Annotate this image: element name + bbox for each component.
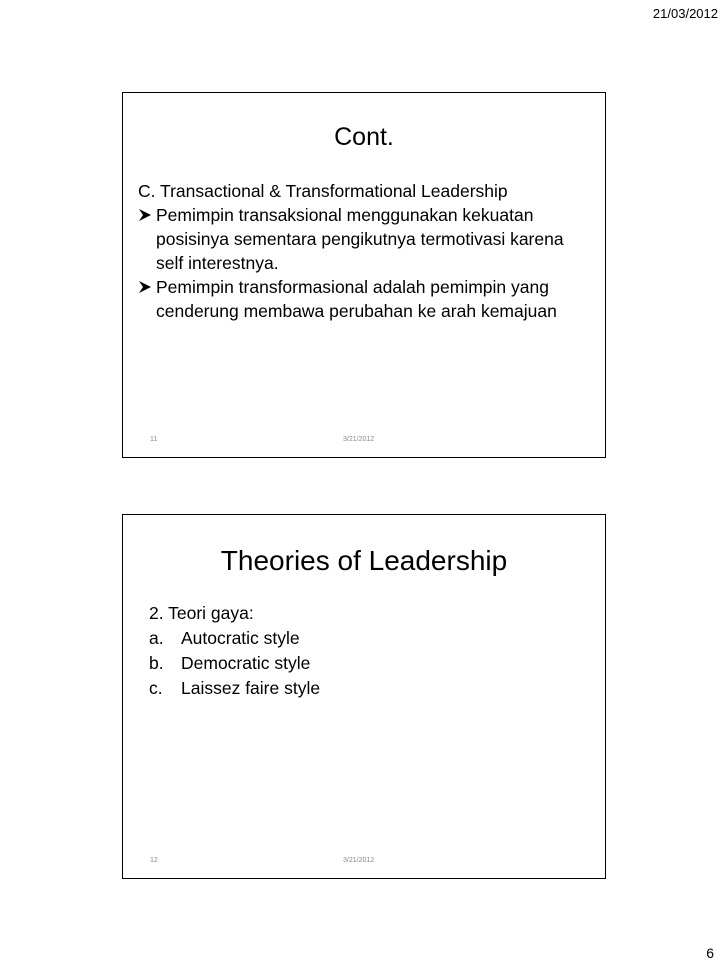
list-item-text: Laissez faire style <box>181 678 321 698</box>
list-marker: a. <box>149 628 164 648</box>
slide-footer-date: 3/21/2012 <box>343 436 375 443</box>
list-marker: b. <box>149 653 164 673</box>
slide-number: 12 <box>150 857 158 864</box>
slide-title: Cont. <box>334 123 394 151</box>
bullet-item <box>138 275 589 323</box>
slide-title: Theories of Leadership <box>220 545 508 576</box>
slide-heading: C. Transactional & Transformational Leadership <box>138 181 508 201</box>
page-number: 6 <box>706 945 714 961</box>
slide-thumbnail <box>122 92 606 458</box>
page-date: 21/03/2012 <box>652 6 718 21</box>
list-item <box>149 676 589 700</box>
arrow-bullet-icon <box>138 203 156 227</box>
list-item <box>149 626 589 650</box>
bullet-text: Pemimpin transformasional adalah pemimpin yang cenderung membawa perubahan ke arah kemajuan <box>156 277 557 321</box>
arrow-bullet-icon <box>138 275 156 299</box>
bullet-item <box>138 203 589 275</box>
list-item <box>149 651 589 675</box>
slide-number: 11 <box>150 436 158 443</box>
slide-thumbnail <box>122 514 606 879</box>
slide-footer-date: 3/21/2012 <box>343 857 375 864</box>
list-marker: c. <box>149 678 163 698</box>
list-intro: 2. Teori gaya: <box>149 603 254 623</box>
slide-body <box>149 601 589 701</box>
bullet-text: Pemimpin transaksional menggunakan kekuatan posisinya sementara pengikutnya termotivasi karena self interestnya. <box>156 205 564 273</box>
list-item-text: Democratic style <box>181 653 311 673</box>
slide-body <box>138 179 589 323</box>
list-item-text: Autocratic style <box>181 628 300 648</box>
